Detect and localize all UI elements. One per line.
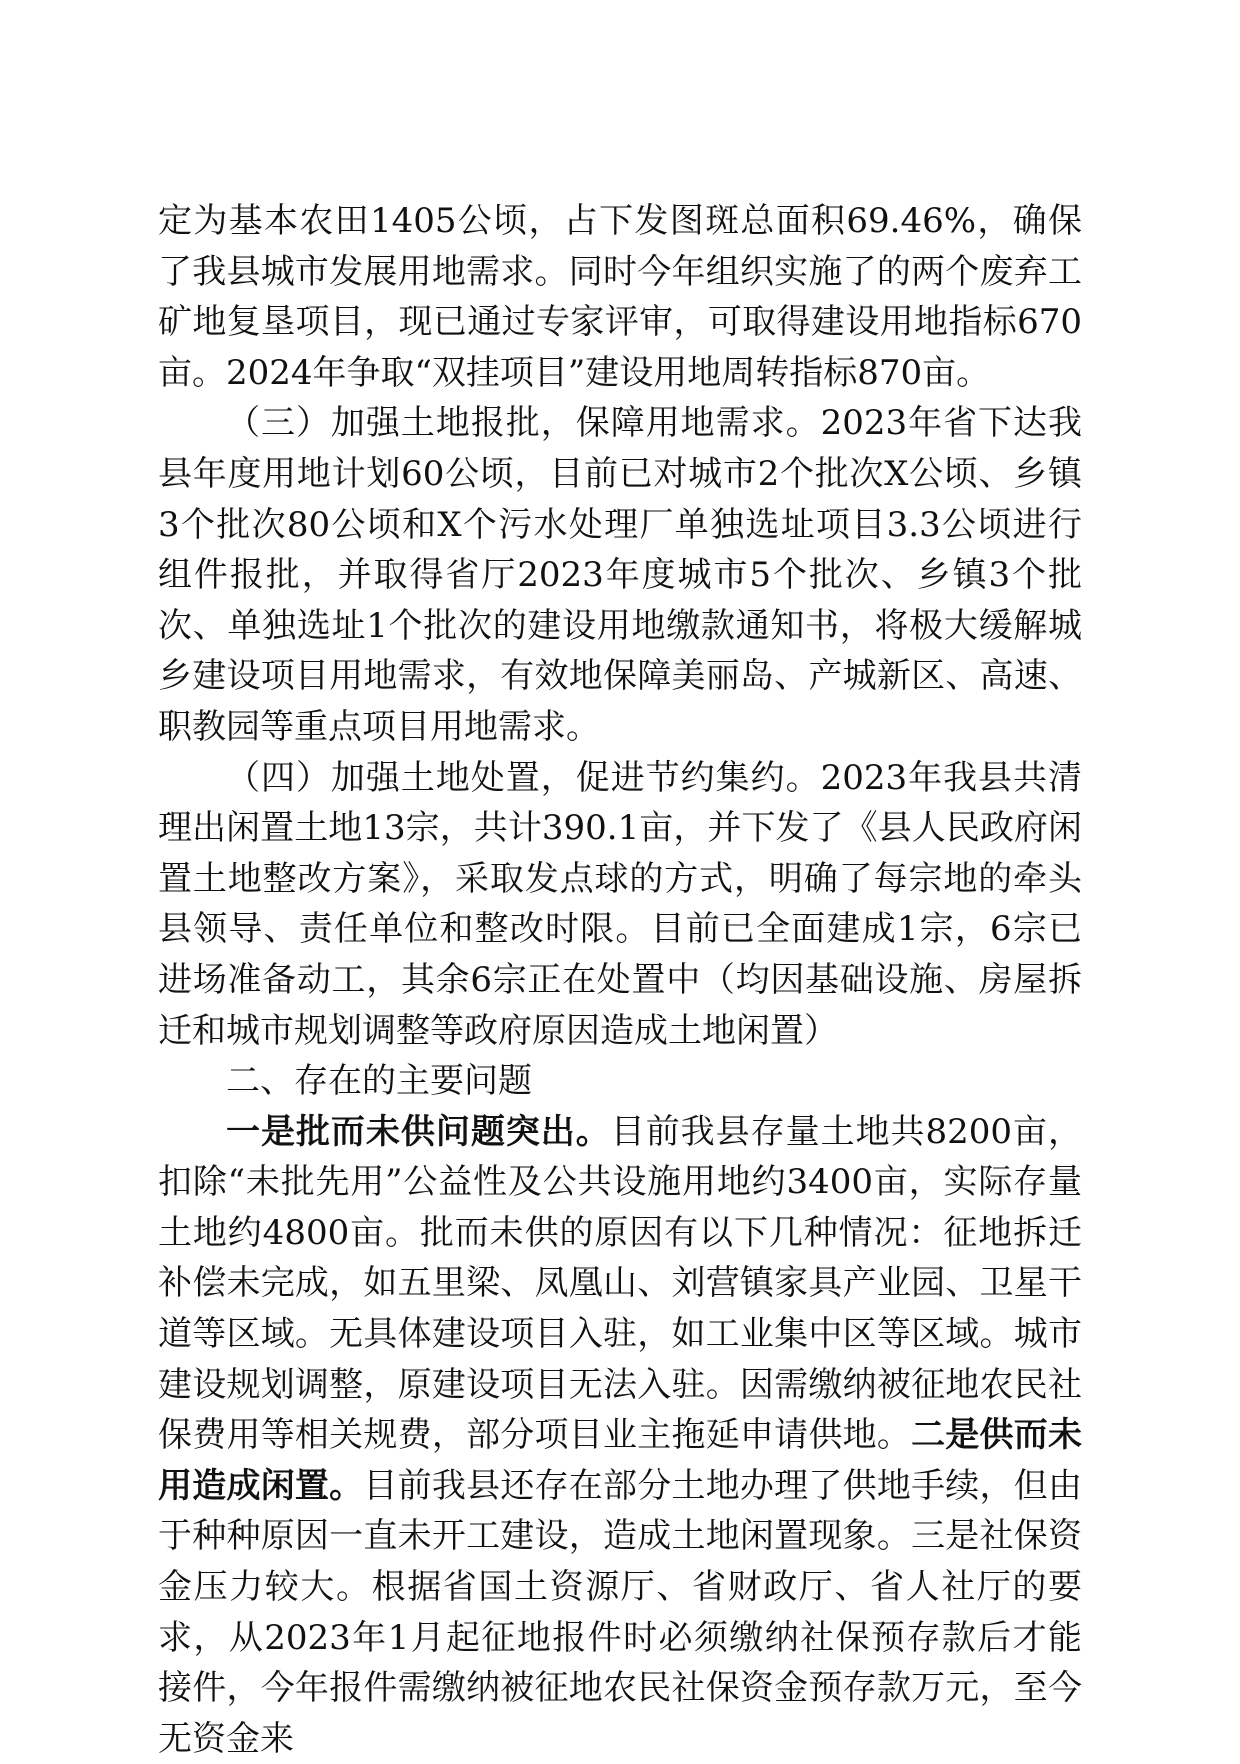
section-three-title: （三）加强土地报批，保障用地需求。 xyxy=(226,403,821,444)
problem-two-text: 目前我县还存在部分土地办理了供地手续，但由于种种原因一直未开工建设，造成土地闲置现象。三是社保资金压力较大。根据省国土资源厅、省财政厅、省人社厅的要求，从2023年1月起征地报件时必须缴纳社保预存款后才能接件，今年报件需缴纳被征地农民社保资金预存款万元，至今无资金来 xyxy=(158,1465,1083,1759)
section-four-title: （四）加强土地处置，促进节约集约。 xyxy=(226,757,821,798)
section-heading-problems: 二、存在的主要问题 xyxy=(226,1061,532,1102)
paragraph-farmland xyxy=(158,196,1082,398)
paragraph-land-approval-text: 2023年省下达我县年度用地计划60公顷，目前已对城市2个批次X公顷、乡镇3个批次80公顷和X个污水处理厂单独选址项目3.3公顷进行组件报批，并取得省厅2023年度城市5个批次、乡镇3个批次、单独选址1个批次的建设用地缴款通知书，将极大缓解城乡建设项目用地需求，有效地保障美丽岛、产城新区、高速、职教园等重点项目用地需求。 xyxy=(158,403,1083,747)
paragraph-farmland-text: 定为基本农田1405公顷，占下发图斑总面积69.46%，确保了我县城市发展用地需求。同时今年组织实施了的两个废弃工矿地复垦项目，现已通过专家评审，可取得建设用地指标670亩。2024年争取“双挂项目”建设用地周转指标870亩。 xyxy=(158,201,1082,393)
paragraph-land-approval xyxy=(158,398,1082,752)
paragraph-land-disposal xyxy=(158,753,1082,1057)
document-body xyxy=(158,196,1082,1764)
problem-one-title: 一是批而未供问题突出。 xyxy=(226,1111,611,1152)
problem-two-title: 二是供而未用造成闲置。 xyxy=(158,1415,1083,1506)
problem-one-text: 目前我县存量土地共8200亩，扣除“未批先用”公益性及公共设施用地约3400亩，实际存量土地约4800亩。批而未供的原因有以下几种情况：征地拆迁补偿未完成，如五里梁、凤凰山、刘营镇家具产业园、卫星干道等区域。无具体建设项目入驻，如工业集中区等区域。城市建设规划调整，原建设项目无法入驻。因需缴纳被征地农民社保费用等相关规费，部分项目业主拖延申请供地。 xyxy=(158,1111,1082,1456)
paragraph-land-disposal-text: 2023年我县共清理出闲置土地13宗，共计390.1亩，并下发了《县人民政府闲置土地整改方案》，采取发点球的方式，明确了每宗地的牵头县领导、责任单位和整改时限。目前已全面建成1宗，6宗已进场准备动工，其余6宗正在处置中（均因基础设施、房屋拆迁和城市规划调整等政府原因造成土地闲置） xyxy=(158,757,1083,1051)
paragraph-problems xyxy=(158,1107,1082,1764)
